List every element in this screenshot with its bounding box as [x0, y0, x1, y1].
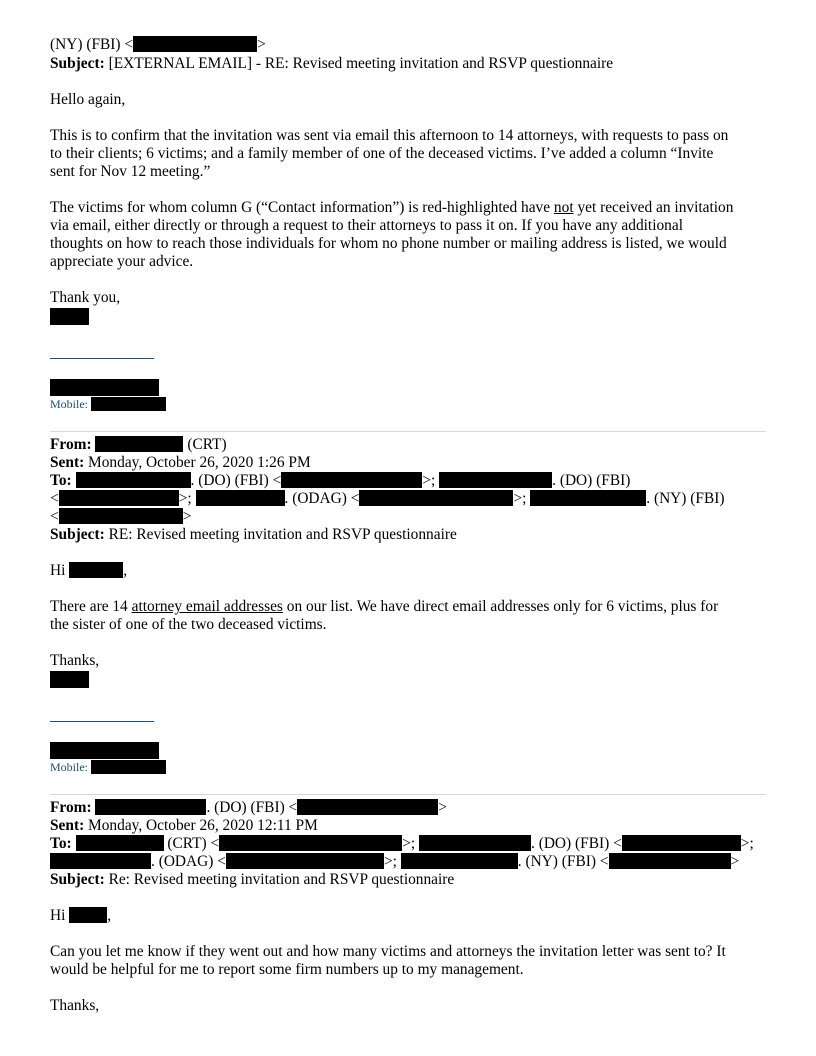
email2-closing: Thanks, [50, 652, 100, 669]
redaction [91, 760, 166, 774]
redaction [59, 490, 179, 506]
email1-paragraph1-line: to their clients; 6 victims; and a family member of one of the deceased victims. I’ve added a column “Invite [50, 145, 714, 162]
email1-paragraph2-line: via email, either directly or through a request to their attorneys to pass it on. If you have any additional [50, 217, 683, 234]
redaction [297, 799, 438, 815]
redaction-signature-title [50, 379, 159, 396]
email3-sent-line: Sent: Monday, October 26, 2020 12:11 PM [50, 817, 318, 834]
email3-body-line: would be helpful for me to report some firm numbers up to my management. [50, 961, 524, 978]
email3-greeting: Hi , [50, 907, 112, 924]
redaction [359, 490, 513, 506]
email-separator [50, 794, 766, 795]
redaction [59, 508, 183, 524]
redaction [50, 853, 151, 869]
redaction [419, 835, 531, 851]
email2-from-line: From: (CRT) [50, 436, 227, 453]
email1-greeting: Hello again, [50, 91, 126, 108]
top-subject-line: Subject: [EXTERNAL EMAIL] - RE: Revised meeting invitation and RSVP questionnaire [50, 55, 614, 72]
redaction [530, 490, 646, 506]
redaction-signature-title [50, 742, 159, 759]
email2-body-line: the sister of one of the two deceased victims. [50, 616, 327, 633]
redaction [91, 397, 166, 411]
email1-paragraph2-line: appreciate your advice. [50, 253, 194, 270]
email1-closing: Thank you, [50, 289, 121, 306]
mobile-line: Mobile: [50, 397, 166, 411]
redaction [622, 835, 741, 851]
email2-body-line: There are 14 attorney email addresses on our list. We have direct email addresses only for 6 victims, plus for [50, 598, 719, 615]
redaction [401, 853, 518, 869]
redaction [226, 853, 384, 869]
redaction [69, 562, 123, 578]
email1-paragraph1-line: sent for Nov 12 meeting.” [50, 163, 211, 180]
email3-closing: Thanks, [50, 997, 100, 1014]
email2-to-line: To: . (DO) (FBI) < >; . (DO) (FBI) [50, 472, 631, 489]
email2-to-line: < >; . (ODAG) < >; . (NY) (FBI) [50, 490, 725, 507]
email3-to-line: To: (CRT) < >; . (DO) (FBI) < >; [50, 835, 754, 852]
redaction [281, 472, 422, 488]
email2-subject-line: Subject: RE: Revised meeting invitation and RSVP questionnaire [50, 526, 457, 543]
mobile-line: Mobile: [50, 760, 166, 774]
redaction [95, 436, 183, 452]
redaction [76, 472, 191, 488]
email3-from-line: From: . (DO) (FBI) < > [50, 799, 447, 816]
email3-subject-line: Subject: Re: Revised meeting invitation and RSVP questionnaire [50, 871, 455, 888]
email1-paragraph2-line: The victims for whom column G (“Contact information”) is red-highlighted have not yet received an invitation [50, 199, 734, 216]
email2-to-line: < > [50, 508, 192, 525]
email3-body-line: Can you let me know if they went out and how many victims and attorneys the invitation letter was sent to? It [50, 943, 726, 960]
email3-to-line: . (ODAG) < >; . (NY) (FBI) < > [50, 853, 739, 871]
top-from-line: (NY) (FBI) < > [50, 36, 266, 53]
redaction [69, 907, 107, 923]
redaction [133, 36, 257, 52]
email1-paragraph2-line: thoughts on how to reach those individuals for whom no phone number or mailing address is listed, we would [50, 235, 727, 252]
redaction [439, 472, 552, 488]
email-separator [50, 431, 766, 432]
redaction [609, 853, 731, 869]
redaction [196, 490, 285, 506]
email2-sent-line: Sent: Monday, October 26, 2020 1:26 PM [50, 454, 311, 471]
email1-paragraph1-line: This is to confirm that the invitation was sent via email this afternoon to 14 attorneys, with requests to pass on [50, 127, 729, 144]
redaction [219, 835, 402, 851]
signature-divider [50, 358, 154, 359]
redaction-signature-name [50, 308, 89, 325]
signature-divider [50, 721, 154, 722]
redaction-signature-name [50, 671, 89, 688]
redaction [95, 799, 206, 815]
email2-greeting: Hi , [50, 562, 128, 579]
redaction [76, 835, 164, 851]
